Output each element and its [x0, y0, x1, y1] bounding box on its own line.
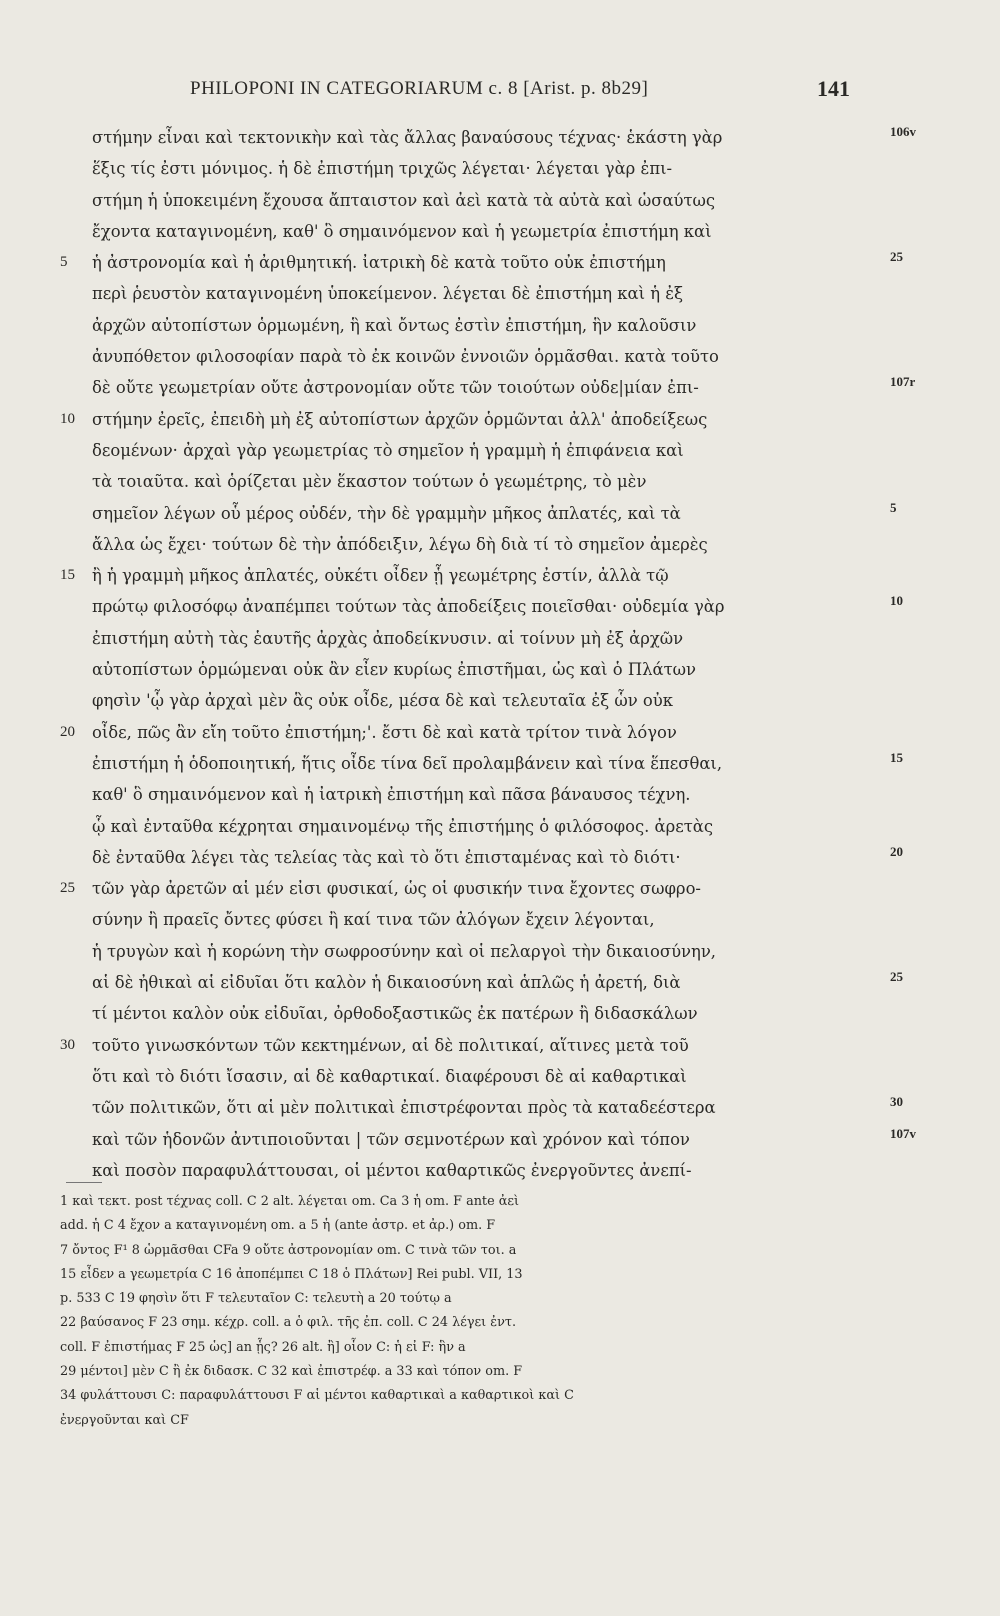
line-text: τὰ τοιαῦτα. καὶ ὁρίζεται μὲν ἕκαστον τούτων ὁ γεωμέτρης, τὸ μὲν: [92, 472, 647, 492]
footnote-line: coll. F ἐπιστήμας F 25 ὡς] an ᾗς? 26 alt. ἢ] οἷον C: ἡ εἰ F: ἣν a: [60, 1339, 466, 1355]
text-line: [60, 1092, 903, 1123]
text-line: [60, 779, 860, 810]
footnote-line: 1 καὶ τεκτ. post τέχνας coll. C 2 alt. λέγεται om. Ca 3 ἡ om. F ante ἀεὶ: [60, 1194, 520, 1209]
critical-apparatus: [60, 1190, 840, 1433]
text-line: [60, 372, 916, 403]
line-text: σύνην ἢ πραεῖς ὄντες φύσει ἢ καί τινα τῶν ἀλόγων ἔχειν λέγονται,: [92, 910, 655, 930]
line-text: ἕξις τίς ἐστι μόνιμος. ἡ δὲ ἐπιστήμη τριχῶς λέγεται· λέγεται γὰρ ἐπι-: [92, 159, 673, 179]
margin-reference: 20: [890, 843, 903, 859]
line-text: τί μέντοι καλὸν οὐκ εἰδυῖαι, ὀρθοδοξαστικῶς ἐκ πατέρων ἢ διδασκάλων: [92, 1004, 698, 1024]
text-line: [60, 811, 860, 842]
line-text: στήμην εἶναι καὶ τεκτονικὴν καὶ τὰς ἄλλας βαναύσους τέχνας· ἑκάστη γὰρ: [92, 128, 723, 147]
line-text: αἱ δὲ ἠθικαὶ αἱ εἰδυῖαι ὅτι καλὸν ἡ δικαιοσύνη καὶ ἁπλῶς ἡ ἀρετή, διὰ: [92, 973, 681, 993]
text-line: [60, 122, 916, 153]
line-text: τοῦτο γινωσκόντων τῶν κεκτημένων, αἱ δὲ πολιτικαί, αἵτινες μετὰ τοῦ: [92, 1035, 689, 1055]
line-text: στήμην ἐρεῖς, ἐπειδὴ μὴ ἐξ αὐτοπίστων ἀρχῶν ὁρμῶνται ἀλλ' ἀποδείξεως: [92, 409, 708, 429]
footnote-line: p. 533 C 19 φησὶν ὅτι F τελευταῖον C: τελευτὴ a 20 τούτῳ a: [60, 1291, 452, 1307]
margin-reference: 106v: [890, 124, 916, 139]
text-line: [60, 998, 860, 1029]
text-line: [60, 842, 903, 873]
text-line: [60, 498, 897, 529]
line-text: ἀρχῶν αὐτοπίστων ὁρμωμένη, ἣ καὶ ὄντως ἐστὶν ἐπιστήμη, ἣν καλοῦσιν: [92, 315, 697, 335]
margin-reference: 5: [890, 499, 897, 515]
footnote-line: 15 εἶδεν a γεωμετρία C 16 ἀποπέμπει C 18 ὁ Πλάτων] Rei publ. VII, 13: [60, 1266, 523, 1282]
text-line: [60, 153, 860, 184]
margin-reference: 107r: [890, 374, 916, 390]
line-text: ἄλλα ὡς ἔχει· τούτων δὲ τὴν ἀπόδειξιν, λέγω δὴ διὰ τί τὸ σημεῖον ἀμερὲς: [92, 534, 708, 554]
text-line: [60, 873, 860, 904]
line-text: ἡ ἀστρονομία καὶ ἡ ἀριθμητική. ἰατρικὴ δὲ κατὰ τοῦτο οὐκ ἐπιστήμη: [92, 253, 666, 273]
line-text: τῶν πολιτικῶν, ὅτι αἱ μὲν πολιτικαὶ ἐπιστρέφονται πρὸς τὰ καταδεέστερα: [92, 1098, 716, 1118]
text-line: [60, 623, 860, 654]
page-number: 141: [817, 76, 850, 101]
line-text: δὲ ἐνταῦθα λέγει τὰς τελείας τὰς καὶ τὸ ὅτι ἐπισταμένας καὶ τὸ διότι·: [92, 847, 681, 867]
line-text: ἢ ἡ γραμμὴ μῆκος ἀπλατές, οὐκέτι οἶδεν ᾗ γεωμέτρης ἐστίν, ἀλλὰ τῷ: [92, 566, 669, 586]
text-line: [60, 1061, 860, 1092]
line-text: καὶ ποσὸν παραφυλάττουσαι, οἱ μέντοι καθαρτικῶς ἐνεργοῦντες ἀνεπί-: [92, 1160, 692, 1180]
line-text: σημεῖον λέγων οὗ μέρος οὐδέν, τὴν δὲ γραμμὴν μῆκος ἀπλατές, καὶ τὰ: [92, 503, 681, 523]
line-number: 30: [60, 1036, 75, 1053]
text-line: [60, 967, 903, 998]
line-text: ἔχοντα καταγινομένη, καθ' ὃ σημαινόμενον καὶ ἡ γεωμετρία ἐπιστήμη καὶ: [92, 221, 712, 241]
margin-reference: 15: [890, 749, 903, 765]
line-text: δὲ οὔτε γεωμετρίαν οὔτε ἀστρονομίαν οὔτε τῶν τοιούτων οὐδε|μίαν ἐπι-: [92, 378, 699, 398]
text-line: [60, 466, 860, 497]
line-number: 25: [60, 880, 75, 897]
text-line: [60, 591, 903, 622]
footnote-line: add. ἡ C 4 ἔχον a καταγινομένη om. a 5 ἡ (ante ἀστρ. et ἀρ.) om. F: [60, 1218, 496, 1234]
text-line: [60, 278, 860, 309]
line-number: 15: [60, 567, 75, 584]
text-line: [60, 654, 860, 685]
text-line: [60, 936, 860, 967]
text-line: [60, 1124, 916, 1155]
running-title: PHILOPONI IN CATEGORIARUM c. 8 [Arist. p. 8b29]: [190, 78, 649, 99]
line-number: 5: [60, 254, 68, 271]
line-text: ἐπιστήμη ἡ ὁδοποιητική, ἥτις οἶδε τίνα δεῖ προλαμβάνειν καὶ τίνα ἕπεσθαι,: [92, 753, 723, 773]
footnote-rule: [66, 1182, 102, 1183]
footnote-line: ἐνεργοῦνται καὶ CF: [60, 1412, 189, 1428]
footnote-line: 7 ὄντος F¹ 8 ὡρμᾶσθαι CFa 9 οὔτε ἀστρονομίαν om. C τινὰ τῶν τοι. a: [60, 1242, 517, 1258]
text-line: [60, 904, 860, 935]
text-line: [60, 529, 860, 560]
line-text: ἡ τρυγὼν καὶ ἡ κορώνη τὴν σωφροσύνην καὶ οἱ πελαργοὶ τὴν δικαιοσύνην,: [92, 941, 717, 961]
footnote-line: 29 μέντοι] μὲν C ἢ ἐκ διδασκ. C 32 καὶ ἐπιστρέφ. a 33 καὶ τόπον om. F: [60, 1364, 523, 1380]
line-text: τῶν γὰρ ἀρετῶν αἱ μέν εἰσι φυσικαί, ὡς οἱ φυσικήν τινα ἔχοντες σωφρο-: [92, 879, 701, 899]
text-line: [60, 247, 903, 278]
text-line: [60, 435, 860, 466]
text-line: [60, 310, 860, 341]
line-text: φησὶν 'ᾧ γὰρ ἀρχαὶ μὲν ἃς οὐκ οἶδε, μέσα δὲ καὶ τελευταῖα ἐξ ὧν οὐκ: [92, 691, 673, 711]
margin-reference: 107v: [890, 1125, 916, 1141]
line-text: πρώτῳ φιλοσόφῳ ἀναπέμπει τούτων τὰς ἀποδείξεις ποιεῖσθαι· οὐδεμία γὰρ: [92, 597, 725, 617]
line-text: στήμη ἡ ὑποκειμένη ἔχουσα ἄπταιστον καὶ ἀεὶ κατὰ τὰ αὐτὰ καὶ ὡσαύτως: [92, 190, 716, 210]
line-text: περὶ ῥευστὸν καταγινομένη ὑποκείμενον. λέγεται δὲ ἐπιστήμη καὶ ἡ ἐξ: [92, 284, 684, 304]
text-line: [60, 717, 860, 748]
footnote-line: 34 φυλάττουσι C: παραφυλάττουσι F αἱ μέντοι καθαρτικαὶ a καθαρτικοὶ καὶ C: [60, 1388, 574, 1404]
footnote-line: 22 βαύσανος F 23 σημ. κέχρ. coll. a ὁ φιλ. τῆς ἐπ. coll. C 24 λέγει ἐντ.: [60, 1315, 517, 1331]
line-text: αὐτοπίστων ὁρμώμεναι οὐκ ἂν εἶεν κυρίως ἐπιστῆμαι, ὡς καὶ ὁ Πλάτων: [92, 660, 697, 680]
text-line: [60, 748, 903, 779]
margin-reference: 25: [890, 249, 903, 265]
line-text: οἶδε, πῶς ἂν εἴη τοῦτο ἐπιστήμη;'. ἔστι δὲ καὶ κατὰ τρίτον τινὰ λόγον: [92, 722, 677, 742]
margin-reference: 30: [890, 1094, 903, 1110]
line-number: 20: [60, 723, 75, 740]
line-text: ὅτι καὶ τὸ διότι ἴσασιν, αἱ δὲ καθαρτικαί. διαφέρουσι δὲ αἱ καθαρτικαὶ: [92, 1066, 687, 1086]
text-line: [60, 216, 860, 247]
line-text: ἐπιστήμη αὐτὴ τὰς ἑαυτῆς ἀρχὰς ἀποδείκνυσιν. αἱ τοίνυν μὴ ἐξ ἀρχῶν: [92, 628, 684, 648]
line-text: δεομένων· ἀρχαὶ γὰρ γεωμετρίας τὸ σημεῖον ἡ γραμμὴ ἡ ἐπιφάνεια καὶ: [92, 440, 684, 460]
text-line: [60, 685, 860, 716]
main-text: [60, 122, 916, 1186]
line-text: καὶ τῶν ἡδονῶν ἀντιποιοῦνται | τῶν σεμνοτέρων καὶ χρόνον καὶ τόπον: [92, 1129, 690, 1149]
text-line: [60, 560, 860, 591]
text-line: [60, 1030, 860, 1061]
line-text: ᾧ καὶ ἐνταῦθα κέχρηται σημαινομένῳ τῆς ἐπιστήμης ὁ φιλόσοφος. ἀρετὰς: [92, 816, 714, 836]
line-text: ἀνυπόθετον φιλοσοφίαν παρὰ τὸ ἐκ κοινῶν ἐννοιῶν ὁρμᾶσθαι. κατὰ τοῦτο: [92, 347, 719, 367]
text-line: [60, 341, 860, 372]
page-header: [0, 78, 1000, 108]
line-number: 10: [60, 410, 75, 427]
line-text: καθ' ὃ σημαινόμενον καὶ ἡ ἰατρικὴ ἐπιστήμη καὶ πᾶσα βάναυσος τέχνη.: [92, 785, 691, 805]
text-line: [60, 185, 860, 216]
text-line: [60, 1155, 860, 1186]
margin-reference: 10: [890, 593, 903, 609]
margin-reference: 25: [890, 969, 903, 985]
text-line: [60, 404, 860, 435]
